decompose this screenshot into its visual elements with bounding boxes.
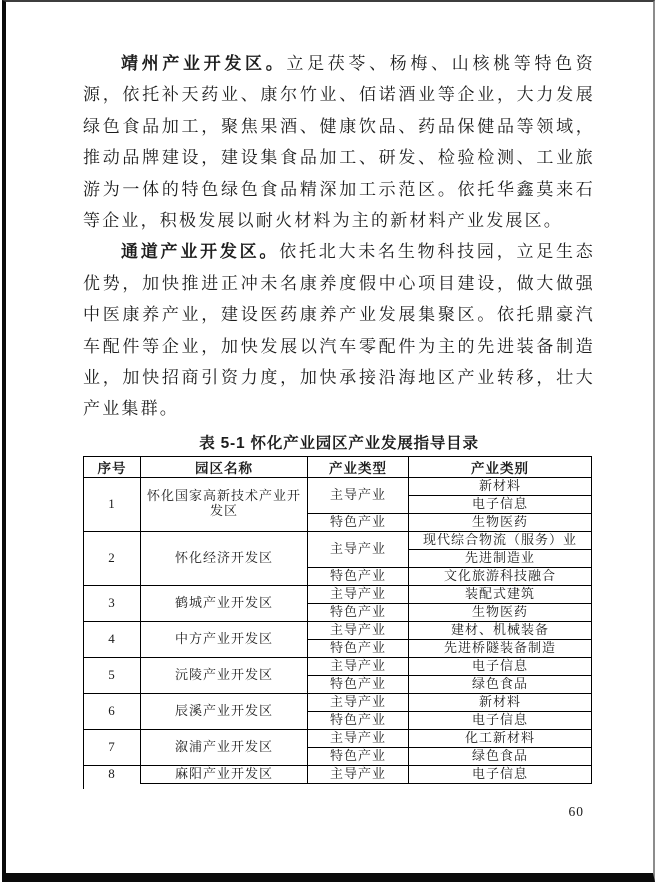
cell-seq: 6 [84,693,141,729]
cell-type: 主导产业 [308,621,409,639]
cell-park: 沅陵产业开发区 [141,657,308,693]
guide-table-head [84,456,592,477]
cell-category: 先进桥隧装备制造 [409,639,592,657]
table-row [84,729,592,747]
paragraph-tongdao-lead: 通道产业开发区。 [121,242,280,262]
cell-type: 主导产业 [308,693,409,711]
cell-seq: 3 [84,585,141,621]
cell-category: 先进制造业 [409,549,592,567]
cell-category: 生物医药 [409,513,592,531]
cell-park: 麻阳产业开发区 [141,765,308,783]
cell-category: 建材、机械装备 [409,621,592,639]
header-park: 园区名称 [141,456,308,477]
cell-type: 主导产业 [308,729,409,747]
guide-table [83,456,592,784]
table-row [84,621,592,639]
cell-type: 特色产业 [308,711,409,729]
cell-category: 化工新材料 [409,729,592,747]
cell-category: 新材料 [409,693,592,711]
cell-seq: 4 [84,621,141,657]
table-row [84,765,592,783]
cell-category: 电子信息 [409,765,592,783]
table-cut-border-stub [83,783,84,789]
header-type: 产业类型 [308,456,409,477]
cell-category: 文化旅游科技融合 [409,567,592,585]
cell-seq: 7 [84,729,141,765]
table-row [84,657,592,675]
cell-type: 特色产业 [308,513,409,531]
cell-type: 主导产业 [308,477,409,513]
table-row [84,477,592,495]
guide-table-wrap [83,456,591,784]
table-row [84,531,592,549]
cell-type: 特色产业 [308,675,409,693]
cell-category: 绿色食品 [409,747,592,765]
cell-park: 中方产业开发区 [141,621,308,657]
cell-category: 现代综合物流（服务）业 [409,531,592,549]
cell-type: 主导产业 [308,657,409,675]
page-number: 60 [568,804,584,819]
paragraph-jingzhou [83,48,595,236]
table-title: 表 5-1 怀化产业园区产业发展指导目录 [199,434,479,452]
cell-park: 溆浦产业开发区 [141,729,308,765]
cell-type: 特色产业 [308,747,409,765]
header-category: 产业类别 [409,456,592,477]
cell-type: 特色产业 [308,639,409,657]
paragraph-jingzhou-lead: 靖州产业开发区。 [121,54,287,73]
cell-category: 绿色食品 [409,675,592,693]
cell-park: 怀化经济开发区 [141,531,308,585]
cell-category: 装配式建筑 [409,585,592,603]
cell-type: 主导产业 [308,531,409,567]
table-row [84,585,592,603]
cell-park: 鹤城产业开发区 [141,585,308,621]
cell-category: 新材料 [409,477,592,495]
cell-seq: 1 [84,477,141,531]
paragraph-tongdao [83,236,595,424]
cell-seq: 8 [84,765,141,783]
cell-type: 主导产业 [308,765,409,783]
cell-seq: 2 [84,531,141,585]
document-page [2,0,655,882]
cell-type: 特色产业 [308,603,409,621]
cell-category: 电子信息 [409,495,592,513]
guide-table-body [84,477,592,783]
cell-park: 怀化国家高新技术产业开发区 [141,477,308,531]
cell-type: 主导产业 [308,585,409,603]
table-row [84,693,592,711]
cell-category: 电子信息 [409,711,592,729]
cell-park: 辰溪产业开发区 [141,693,308,729]
body-text [83,48,595,425]
cell-category: 电子信息 [409,657,592,675]
header-row [84,456,592,477]
header-seq: 序号 [84,456,141,477]
paragraph-tongdao-body: 依托北大未名生物科技园，立足生态优势，加快推进正冲未名康养度假中心项目建设，做大做强中医康养产业，建设医药康养产业发展集聚区。依托鼎豪汽车配件等企业，加快发展以汽车零配件为主的先进装备制造业，加快招商引资力度，加快承接沿海地区产业转移，壮大产业集群。 [83,242,595,419]
paragraph-jingzhou-body: 立足茯苓、杨梅、山核桃等特色资源，依托补天药业、康尔竹业、佰诺酒业等企业，大力发展绿色食品加工，聚焦果酒、健康饮品、药品保健品等领域，推动品牌建设，建设集食品加工、研发、检验检测、工业旅游为一体的特色绿色食品精深加工示范区。依托华鑫莫来石等企业，积极发展以耐火材料为主的新材料产业发展区。 [83,54,596,231]
cell-category: 生物医药 [409,603,592,621]
cell-type: 特色产业 [308,567,409,585]
cell-seq: 5 [84,657,141,693]
